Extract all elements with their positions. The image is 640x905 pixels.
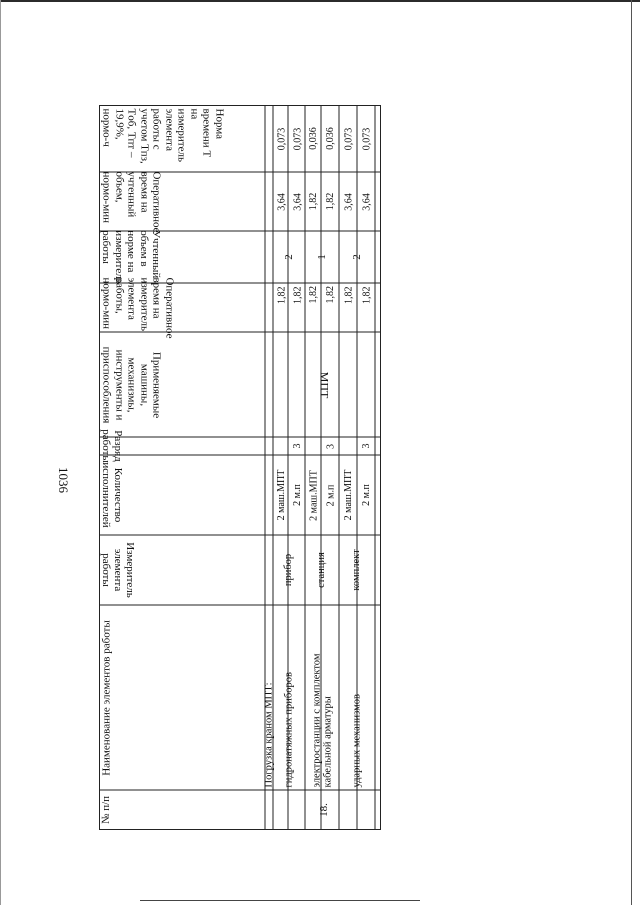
header-machines: Применяемые машины, механизмы, инструменты и приспособления xyxy=(100,346,163,423)
row-meter-1: прибор xyxy=(283,553,294,587)
row-1-workers-1: 2 маш.МПТ xyxy=(275,469,287,521)
row-name-1: гидронатяжных приборов xyxy=(283,671,295,787)
row-3-op-time-2: 1,82 xyxy=(360,286,372,304)
row-2-norm-1: 0,036 xyxy=(308,127,319,150)
page-frame-top xyxy=(0,0,640,2)
section-title: Погрузка краном МПТ: xyxy=(263,681,274,787)
row-quantity-2: 1 xyxy=(316,254,328,260)
row-name-2: электростанции с комплектом кабельной арматуры xyxy=(310,653,333,787)
header-meter: Измеритель элемента работы xyxy=(100,542,136,598)
header-num: № п/п xyxy=(100,795,112,825)
row-3-workers-1: 2 маш.МПТ xyxy=(342,469,354,521)
row-3-counted-1: 3,64 xyxy=(342,192,354,211)
row-3-norm-2: 0,073 xyxy=(360,127,372,150)
machines-value: МПТ xyxy=(317,371,332,398)
page-frame-bottom xyxy=(140,900,420,901)
row-3-grade-2: 3 xyxy=(360,443,372,449)
row-1-grade-2: 3 xyxy=(291,443,303,449)
row-2-counted-1: 1,82 xyxy=(308,192,319,211)
page-frame-right xyxy=(631,0,632,905)
header-op-time-counted: Оперативное время на учтенный объем, нормо-мин xyxy=(100,170,163,233)
row-2-counted-2: 1,82 xyxy=(325,192,336,211)
row-1-op-time-2: 1,82 xyxy=(291,286,303,304)
header-grade: Разряд работы xyxy=(100,429,124,463)
header-name: Наименование элементов работы xyxy=(100,619,112,776)
page-frame-left xyxy=(0,0,1,905)
row-1-op-time-1: 1,82 xyxy=(275,286,287,304)
row-1-norm-2: 0,073 xyxy=(291,127,303,150)
row-name-3: ударных механизмов xyxy=(351,693,363,787)
row-quantity-3: 2 xyxy=(351,254,363,260)
row-2-workers-2: 2 м.п xyxy=(325,484,336,506)
row-2-grade-2: 3 xyxy=(325,443,336,449)
header-norm-time: Норма времени T на измеритель элемента работы с учетом Tпз, Tоб, Tпт – 19,9%, нормо-ч xyxy=(100,108,225,164)
row-2-workers-1: 2 маш.МПТ xyxy=(308,469,319,521)
row-3-counted-2: 3,64 xyxy=(360,192,372,211)
row-2-op-time-1: 1,82 xyxy=(308,286,319,304)
header-op-time-element: Оперативное время на измеритель элемента работы, нормо-мин xyxy=(100,276,175,339)
row-1-counted-1: 3,64 xyxy=(275,192,287,211)
row-1-counted-2: 3,64 xyxy=(291,192,303,211)
row-3-workers-2: 2 м.п xyxy=(360,484,372,506)
row-1-workers-2: 2 м.п xyxy=(291,484,303,506)
row-2-op-time-2: 1,82 xyxy=(325,286,336,304)
row-2-norm-2: 0,036 xyxy=(325,127,336,150)
row-meter-3: комплект xyxy=(351,549,362,591)
header-quantity-per-meter: Учтенный объем в норме на измеритель работы xyxy=(100,230,163,284)
table-cells xyxy=(99,105,381,830)
row-quantity-1: 2 xyxy=(283,254,295,260)
page-number: 1036 xyxy=(56,467,71,493)
row-3-op-time-1: 1,82 xyxy=(342,286,354,304)
header-workers: Количество исполнителей xyxy=(100,462,124,528)
row-3-norm-1: 0,073 xyxy=(342,127,354,150)
row-1-norm-1: 0,073 xyxy=(275,127,287,150)
section-number: 18. xyxy=(318,803,330,817)
row-meter-2: станция xyxy=(316,552,327,588)
